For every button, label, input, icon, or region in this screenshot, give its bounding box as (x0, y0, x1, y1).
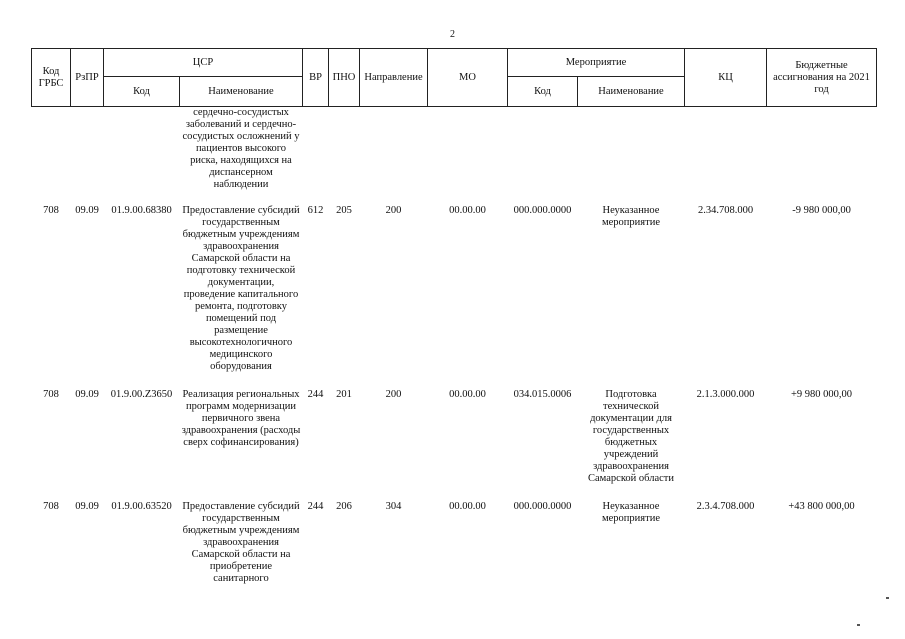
kc-cell: 2.3.4.708.000 (696, 501, 755, 512)
csr-code-cell: 01.9.00.63520 (111, 501, 172, 512)
table-row (32, 485, 877, 585)
header-kc: КЦ (685, 49, 767, 107)
page-number: 2 (450, 29, 455, 40)
meropriyatie-name-cell: Подготовка технической документации для государственных бюджетных учреждений здравоохранения Самарской области (588, 389, 674, 484)
csr-name-cell: Реализация региональных программ модернизации первичного звена здравоохранения (расходы сверх софинансирования) (181, 389, 301, 448)
grbs-cell: 708 (43, 205, 59, 216)
napravlenie-cell: 304 (385, 501, 402, 512)
amount-cell: +43 800 000,00 (788, 501, 855, 512)
header-csr: ЦСР (104, 49, 303, 77)
meropriyatie-code-cell: 000.000.0000 (513, 501, 572, 512)
napravlenie-cell: 200 (385, 205, 402, 216)
continued-name-cell: сердечно-сосудистых заболеваний и сердечно-сосудистых осложнений у пациентов высокого риска, находящихся на диспансерном наблюдении (182, 107, 300, 190)
header-meropriyatie: Мероприятие (508, 49, 685, 77)
kc-cell: 2.1.3.000.000 (696, 389, 755, 400)
rzpr-cell: 09.09 (75, 501, 99, 512)
vr-cell: 612 (307, 205, 324, 216)
header-budget: Бюджетные ассигнования на 2021 год (767, 49, 877, 107)
meropriyatie-code-cell: 000.000.0000 (513, 205, 572, 216)
pno-cell: 206 (336, 501, 352, 512)
csr-name-cell: Предоставление субсидий государственным бюджетным учреждениям здравоохранения Самарской области на приобретение санитарного (182, 501, 300, 584)
mo-cell: 00.00.00 (449, 205, 486, 216)
table-row (32, 373, 877, 485)
header-mo: МО (428, 49, 508, 107)
vr-cell: 244 (307, 501, 324, 512)
pno-cell: 201 (336, 389, 352, 400)
csr-name-cell: Предоставление субсидий государственным бюджетным учреждениям здравоохранения Самарской области на подготовку технической документации, проведение капитального ремонта, подготовку помещений под размещение высокотехнологичного медицинского оборудования (182, 205, 300, 372)
header-mer-kod: Код (508, 77, 578, 107)
grbs-cell: 708 (43, 389, 59, 400)
header-kod-grbs: Код ГРБС (32, 49, 71, 107)
grbs-cell: 708 (43, 501, 59, 512)
header-csr-kod: Код (104, 77, 180, 107)
napravlenie-cell: 200 (385, 389, 402, 400)
csr-code-cell: 01.9.00.68380 (111, 205, 172, 216)
rzpr-cell: 09.09 (75, 205, 99, 216)
meropriyatie-name-cell: Неуказанное мероприятие (602, 205, 660, 228)
header-csr-name: Наименование (180, 77, 303, 107)
scan-speck (857, 624, 860, 626)
meropriyatie-name-cell: Неуказанное мероприятие (602, 501, 660, 524)
header-mer-name: Наименование (578, 77, 685, 107)
kc-cell: 2.34.708.000 (697, 205, 754, 216)
mo-cell: 00.00.00 (449, 389, 486, 400)
header-vr: ВР (303, 49, 329, 107)
meropriyatie-code-cell: 034.015.0006 (513, 389, 572, 400)
budget-allocation-table (31, 48, 877, 585)
rzpr-cell: 09.09 (75, 389, 99, 400)
header-rzpr: РзПР (71, 49, 104, 107)
vr-cell: 244 (307, 389, 324, 400)
table-row-continuation (32, 107, 877, 192)
mo-cell: 00.00.00 (449, 501, 486, 512)
csr-code-cell: 01.9.00.Z3650 (110, 389, 173, 400)
scan-speck (886, 597, 889, 599)
table-row (32, 191, 877, 373)
header-napravlenie: Направление (360, 49, 428, 107)
header-pno: ПНО (329, 49, 360, 107)
amount-cell: -9 980 000,00 (792, 205, 851, 216)
pno-cell: 205 (336, 205, 352, 216)
amount-cell: +9 980 000,00 (790, 389, 853, 400)
